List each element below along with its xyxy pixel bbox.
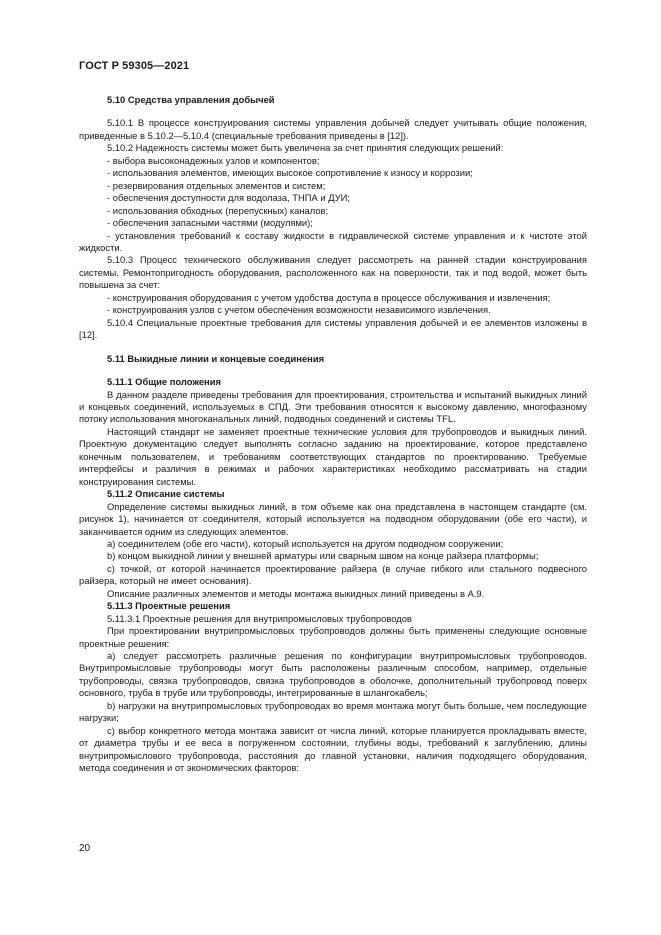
- paragraph: 5.11.3 Проектные решения: [107, 600, 231, 612]
- paragraph: Определение системы выкидных линий, в том объеме как она представлена в настоящем стандарте (см. рисунок 1), начинается от соединителя, который используется на подводном оборудовании (обе его части), и заканчивается одним из следующих элементов.: [79, 500, 587, 537]
- paragraph: - обеспечения доступности для водолаза, ТНПА и ДУИ;: [107, 192, 350, 204]
- paragraph: - обеспечения запасными частями (модулями);: [107, 217, 313, 229]
- paragraph: 5.11.1 Общие положения: [107, 376, 221, 388]
- paragraph: c) выбор конкретного метода монтажа зависит от числа линий, которые планируется прокладывать вместе, от диаметра трубы и ее веса в погруженном состоянии, глубины воды, требований к заглублению, длины внутрипромыслового трубопровода, расстояния до главной установки, наличия подходящего оборудования, метода соединения и от экономических факторов:: [79, 724, 587, 774]
- paragraph: 5.11 Выкидные линии и концевые соединения: [107, 352, 325, 364]
- paragraph: Настоящий стандарт не заменяет проектные технические условия для трубопроводов и выкидных линий. Проектную документацию следует выполнять согласно заданию на проектирование, которое представлено конечным пользователем, и требованиям соответствующих стандартов по проектированию. Требуемые интерфейсы и различия в режимах и рабочих характеристиках необходимо рассматривать на стадии конструирования системы.: [79, 425, 587, 487]
- paragraph: 5.11.2 Описание системы: [107, 488, 225, 500]
- paragraph: b) концом выкидной линии у внешней арматуры или сварным швом на конце райзера платформы;: [107, 550, 539, 562]
- paragraph: 5.10 Средства управления добычей: [107, 94, 275, 105]
- paragraph: 5.10.3 Процесс технического обслуживания следует рассмотреть на ранней стадии конструирования системы. Ремонтопригодность оборудования, расположенного как на поверхности, так и под водой, может быть повышена за счет:: [79, 254, 587, 291]
- paragraph: a) соединителем (обе его части), который используется на другом подводном сооружении;: [107, 537, 504, 549]
- paragraph: - конструирования оборудования с учетом удобства доступа в процессе обслуживания и извлечения;: [107, 291, 551, 303]
- paragraph: 5.10.1 В процессе конструирования системы управления добычей следует учитывать общие положения, приведенные в 5.10.2—5.10.4 (специальные требования приведены в [12]).: [79, 117, 587, 141]
- document-header: ГОСТ Р 59305—2021: [79, 60, 190, 72]
- paragraph: - выбора высоконадежных узлов и компонентов;: [107, 154, 320, 166]
- document-body: [79, 94, 587, 775]
- paragraph: a) следует рассмотреть различные решения по конфигурации внутрипромысловых трубопроводов. Внутрипромысловые трубопроводы могут быть расположены различным способом, например, отдельные трубопроводы, связка трубопроводов, связка трубопроводов в оболочке, дополнительный трубопровод поверх основного, труба в трубе или трубопроводы, интегрированные в шлангокабель;: [79, 650, 587, 699]
- paragraph: - конструирования узлов с учетом обеспечения возможности независимого извлечения.: [107, 304, 491, 316]
- paragraph: 5.10.2 Надежность системы может быть увеличена за счет принятия следующих решений:: [107, 142, 504, 154]
- paragraph: - резервирования отдельных элементов и систем;: [107, 179, 326, 191]
- paragraph: b) нагрузки на внутрипромысловых трубопроводах во время монтажа могут быть больше, чем последующие нагрузки;: [79, 699, 587, 724]
- paragraph: В данном разделе приведены требования для проектирования, строительства и испытаний выкидных линий и концевых соединений, используемых в СПД. Эти требования относятся к высокому давлению, многофазному потоку использования многоканальных линий, подводных соединений и системы TFL.: [79, 388, 587, 425]
- paragraph: 5.10.4 Специальные проектные требования для системы управления добычей и ее элементов изложены в [12].: [79, 316, 587, 341]
- paragraph: 5.11.3.1 Проектные решения для внутрипромысловых трубопроводов: [107, 612, 412, 624]
- paragraph: - использования обходных (перепускных) каналов;: [107, 204, 329, 216]
- paragraph: Описание различных элементов и методы монтажа выкидных линий приведены в А.9.: [107, 587, 485, 599]
- paragraph: - установления требований к составу жидкости в гидравлической системе управления и к чистоте этой жидкости.: [79, 229, 587, 253]
- paragraph: - использования элементов, имеющих высокое сопротивление к износу и коррозии;: [107, 167, 473, 179]
- page-number: 20: [79, 843, 91, 854]
- paragraph: c) точкой, от которой начинается проектирование райзера (в случае гибкого или стального подвесного райзера, который не имеет основания).: [79, 562, 587, 587]
- paragraph: При проектировании внутрипромысловых трубопроводов должны быть применены следующие основные проектные решения:: [79, 625, 587, 649]
